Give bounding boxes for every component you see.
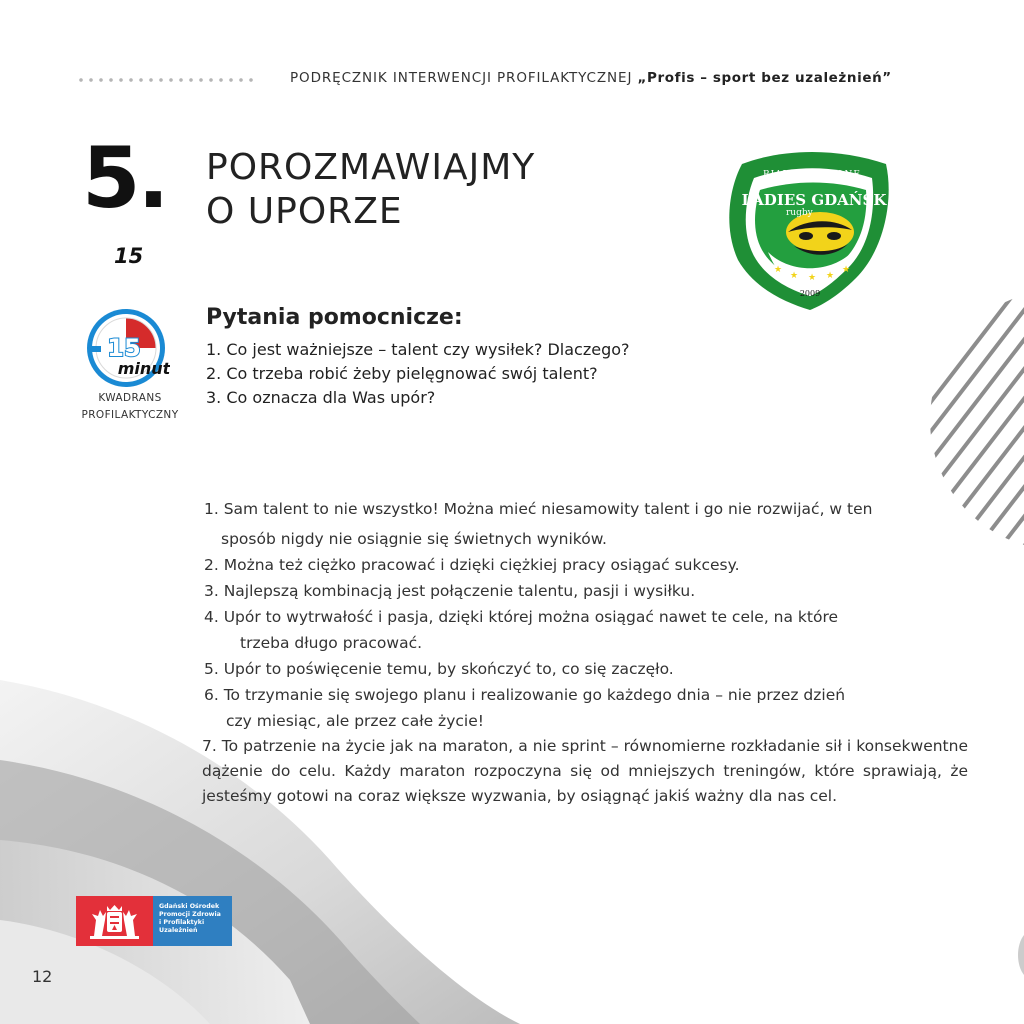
org-logo: [76, 896, 232, 946]
org-name: [153, 896, 232, 946]
title-line-2: O UPORZE: [206, 191, 403, 232]
title-line-1: POROZMAWIAJMY: [206, 147, 536, 188]
svg-text:★: ★: [808, 273, 817, 283]
question-item: 2. Co trzeba robić żeby pielęgnować swój talent?: [206, 364, 598, 383]
org-name-line-4: Uzależnień: [159, 927, 198, 934]
answers-block: [204, 496, 968, 809]
club-year: 2009: [799, 289, 821, 298]
timer-caption: [66, 390, 194, 424]
answer-2: 2. Można też ciężko pracować i dzięki ciężkiej pracy osiągać sukcesy.: [204, 556, 740, 574]
answer-1-line-1: 1. Sam talent to nie wszystko! Można mieć niesamowity talent i go nie rozwijać, w ten: [204, 500, 873, 518]
org-name-line-1: Gdański Ośrodek: [159, 903, 220, 910]
answer-6-line-1: 6. To trzymanie się swojego planu i realizowanie go każdego dnia – nie przez dzień: [204, 686, 846, 704]
question-item: 3. Co oznacza dla Was upór?: [206, 388, 436, 407]
answer-3: 3. Najlepszą kombinacją jest połączenie talentu, pasji i wysiłku.: [204, 582, 696, 600]
club-sub: rugby: [786, 208, 813, 218]
answer-5: 5. Upór to poświęcenie temu, by skończyć to, co się zaczęło.: [204, 660, 674, 678]
page-number: 12: [32, 967, 53, 986]
answer-4-line-2: trzeba długo pracować.: [240, 634, 423, 652]
club-logo: [724, 150, 894, 312]
svg-text:★: ★: [826, 271, 835, 281]
answer-7: 7. To patrzenie na życie jak na maraton, a nie sprint – równomierne rozkładanie sił i konsekwentne dążenie do celu. Każdy maraton rozpoczyna się od mniejszych treningów, które sprawiają, że jesteśmy gotowi na coraz większe wyzwania, by osiągnąć jakiś ważny dla nas cel.: [202, 737, 968, 805]
timer-unit: minut: [117, 359, 170, 378]
org-name-line-3: i Profilaktyki: [159, 919, 205, 926]
timer-caption-line-2: PROFILAKTYCZNY: [81, 409, 179, 421]
crest-icon: [76, 896, 153, 946]
timer-badge-icon: [84, 306, 170, 392]
svg-text:★: ★: [842, 265, 851, 275]
timer-number: 15: [107, 334, 141, 362]
questions-heading: Pytania pomocnicze:: [206, 305, 463, 330]
svg-text:★: ★: [790, 271, 799, 281]
question-item: 1. Co jest ważniejsze – talent czy wysiłek? Dlaczego?: [206, 340, 630, 359]
section-minutes: 15: [114, 244, 144, 268]
page-title: [206, 146, 535, 234]
club-name: LADIES GDAŃSK: [741, 191, 887, 209]
svg-text:★: ★: [774, 265, 783, 275]
section-number: 5.: [82, 129, 167, 227]
timer-caption-line-1: KWADRANS: [98, 392, 162, 404]
answer-1-line-2: sposób nigdy nie osiągnie się świetnych wyników.: [221, 530, 607, 548]
questions-list: [206, 338, 630, 410]
header-dots: [76, 77, 256, 83]
answer-4-line-1: 4. Upór to wytrwałość i pasja, dzięki której można osiągać nawet te cele, na które: [204, 608, 839, 626]
org-name-line-2: Promocji Zdrowia: [159, 911, 221, 918]
answer-6-line-2: czy miesiąc, ale przez całe życie!: [226, 712, 484, 730]
club-top-text: BIAŁO - ZIELONE: [762, 170, 862, 180]
header-title: PODRĘCZNIK INTERWENCJI PROFILAKTYCZNEJ „Profis – sport bez uzależnień”: [290, 70, 892, 86]
